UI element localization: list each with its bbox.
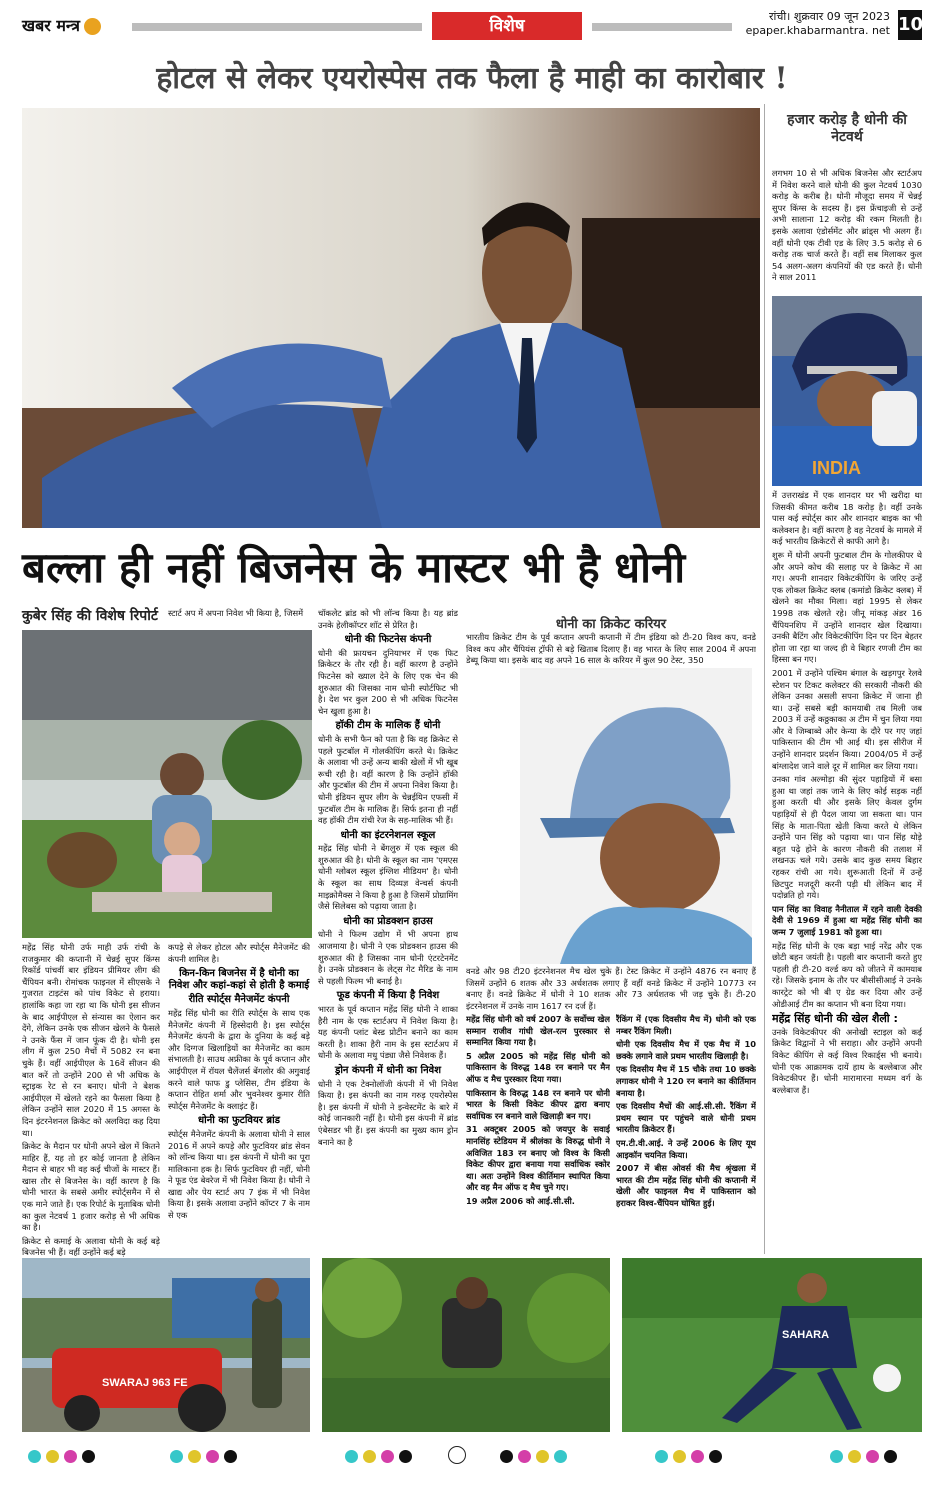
cyan-dot-icon	[170, 1450, 183, 1463]
section-label: विशेष	[432, 12, 582, 40]
magenta-dot-icon	[691, 1450, 704, 1463]
sidebar-divider	[764, 104, 765, 1254]
achievement-item: एम.टी.वी.आई. ने उन्हें 2006 के लिए यूथ आइकॉन चयनित किया।	[616, 1137, 756, 1160]
yellow-dot-icon	[363, 1450, 376, 1463]
achievement-item: 5 अप्रैल 2005 को महेंद्र सिंह धोनी को पाकिस्तान के विरुद्ध 148 रन बनाने पर मैन ऑफ द मैच पुरस्कार दिया गया।	[466, 1050, 610, 1084]
article-paragraph: महेंद्र सिंह धोनी का रीति स्पोर्ट्स के साथ एक मैनेजमेंट कंपनी में हिस्सेदारी है। इस स्पोर्ट्स मैनेजमेंट कंपनी के द्वारा के दुनिया के कई बड़े और दिग्गज खिलाड़ियों का मैनेजमेंट का काम संभालती है। साउथ अफ्रीका के पूर्व कप्तान और आईपीएल में रॉयल चैलेंजर्स बेंगलोर की अगुवाई करने वाले फाफ डु प्लेसिस, टीम इंडिया के कप्तान रोहित शर्मा और भुवनेश्वर कुमार रीति स्पोर्ट्स मैनेजमेंट के क्लाइंट हैं।	[168, 1007, 310, 1111]
subheading: धोनी की फिटनेस कंपनी	[344, 634, 432, 646]
magenta-dot-icon	[518, 1450, 531, 1463]
yellow-dot-icon	[536, 1450, 549, 1463]
magenta-dot-icon	[381, 1450, 394, 1463]
article-paragraph: क्रिकेट से कमाई के अलावा धोनी के कई बड़े बिजनेस भी हैं। वहीं उन्होंने कई बड़े	[22, 1235, 160, 1258]
subheading: फूड कंपनी में किया है निवेश	[336, 990, 440, 1002]
black-dot-icon	[500, 1450, 513, 1463]
tractor-label: SWARAJ 963 FE	[102, 1377, 188, 1389]
achievement-item: 31 अक्टूबर 2005 को जयपुर के सवाई मानसिंह स्टेडियम में श्रीलंका के विरुद्ध धोनी ने अविजित 183 रन बनाए जो विश्व के किसी विकेट कीपर द्वारा बनाया गया सर्वाधिक स्कोर था। अतः उन्होंने विश्व कीर्तिमान स्थापित किया और वह मैन ऑफ द मैच चुने गए।	[466, 1124, 610, 1193]
header-rule-left	[132, 23, 422, 31]
epaper-link[interactable]: epaper.khabarmantra. net	[745, 24, 890, 37]
achievement-item: रैंकिंग में (एक दिवसीय मैच में) धोनी को एक नम्बर रैंकिंग मिली।	[616, 1014, 756, 1036]
yellow-dot-icon	[46, 1450, 59, 1463]
cap-photo	[520, 668, 752, 964]
helmet-photo	[772, 296, 922, 486]
logo-badge-icon	[84, 18, 101, 35]
subheading: ड्रोन कंपनी में धोनी का निवेश	[334, 1064, 442, 1076]
main-title: बल्ला ही नहीं बिजनेस के मास्टर भी है धोनी	[22, 543, 686, 592]
photo-dhoni-family-dog-image	[22, 630, 312, 938]
subheading: रीति स्पोर्ट्स मैनेजमेंट कंपनी	[188, 994, 290, 1006]
sidebar-title: हजार करोड़ है धोनी की नेटवर्थ	[787, 112, 907, 145]
cyan-dot-icon	[655, 1450, 668, 1463]
article-paragraph: महेंद्र सिंह धोनी उर्फ माही उर्फ रांची के राजकुमार की कप्तानी में चेन्नई सुपर किंग्स रिकॉर्ड पांचवीं बार इंडियन प्रीमियर लीग की चैंपियन बनी। रोमांचक फाइनल में सीएसके ने गुजरात टाइटंस को पांच विकेट से हराया। हालांकि कहा जा रहा था कि धोनी इस सीजन के बाद आईपीएल से संन्यास का ऐलान कर देंगे, लेकिन उनके एक सीजन खेलने के फैसले ने उनके फैंस में जान फूंक दी है। धोनी इस लीग में कुल 250 मैचों में 5082 रन बना चुके हैं। वहीं आईपीएल के 16वें सीजन की बात करें तो उन्होंने 200 से भी अधिक के स्ट्राइक रेट से रन बनाए। धोनी ने बेशक आईपीएल में खेलते रहने का फैसला किया है लेकिन उन्होंने साल 2020 में 15 अगस्त के दिन इंटरनेशनल क्रिकेट को अलविदा कह दिया था।	[22, 942, 160, 1138]
article-paragraph: कपड़े से लेकर होटल और स्पोर्ट्स मैनेजमेंट की कंपनी शामिल है।	[168, 942, 310, 964]
article-column-2-top	[168, 608, 310, 622]
hero-photo	[22, 108, 760, 528]
career-heading: धोनी का क्रिकेट करियर	[555, 617, 667, 632]
article-paragraph: चॉकलेट ब्रांड को भी लॉन्च किया है। यह ब्रांड उनके हेलीकॉप्टर शॉट से प्रेरित है।	[318, 608, 458, 630]
photo-dhoni-suit-image	[22, 108, 760, 528]
article-paragraph: महेंद्र सिंह धोनी के एक बड़ा भाई नरेंद्र और एक छोटी बहन जयंती है। पहली बार कप्तानी करते हुए पहली ही टी-20 वर्ल्ड कप को जीतने में कामयाब रहे। जिसके इनाम के तौर पर बीसीसीआई ने उनके कारट्रेट को भी बी ए ग्रेड कर दिया और उन्हें ओडीआई टीम का कप्तान भी बना दिया गया।	[772, 940, 922, 1009]
article-paragraph: उनके विकेटकीपर की अनोखी स्टाइल को कई क्रिकेट विद्वानों ने भी सराहा। और उन्होंने अपनी विकेट कीपिंग से कई विश्व रिकार्ड्स भी बनाये। धोनी एक आक्रामक दायें हाथ के बल्लेबाज और विकेटकीपर हैं। धोनी मारामारना मध्यम वर्ग के बल्लेबाज हैं।	[772, 1026, 922, 1095]
article-paragraph: धोनी के सभी फैन को पता है कि वह क्रिकेट से पहले फुटबॉल में गोलकीपिंग करते थे। क्रिकेट के अलावा भी उन्हें अन्य बाकी खेलों में भी खूब रूची रही है। वहीं कारण है कि उन्होंने हॉकी और फुटबॉल की टीम में अपना निवेश किया है। धोनी इंडियन सुपर लीग के चेन्नईयिन एफसी में फुटबॉल टीम के मालिक हैं। सिर्फ इतना ही नहीं वह हॉकी टीम रांची रेज के सह-मालिक भी हैं।	[318, 733, 458, 826]
article-paragraph: क्रिकेट के मैदान पर धोनी अपने खेल में कितने माहिर हैं, यह तो हर कोई जानता है लेकिन मैदान से बाहर भी वह कई चीजों के मास्टर हैं। खास तौर से बिजनेस के। वहीं कारण है कि धोनी भारत के सबसे अमीर स्पोर्ट्समैन में से एक माने जाते हैं। एक रिपोर्ट के मुताबिक धोनी का कुल नेटवर्थ 1 हजार करोड़ से भी अधिक का है।	[22, 1141, 160, 1233]
page-header	[22, 10, 922, 44]
byline: कुबेर सिंह की विशेष रिपोर्ट	[22, 608, 158, 624]
header-rule-right	[592, 23, 732, 31]
helmet-label: INDIA	[812, 458, 861, 478]
article-paragraph: भारत के पूर्व कप्तान महेंद्र सिंह धोनी ने शाका हैरी नाम के एक स्टार्टअप में निवेश किया है। यह कंपनी प्लांट बेस्ड प्रोटीन बनाने का काम करती है। शाका हैरी नाम के इस स्टार्टअप में धोनी के अलावा मधु पंड्या जैसे निवेशक हैं।	[318, 1004, 458, 1061]
article-paragraph: धोनी की फ्रायचन दुनियाभर में एक फिट क्रिकेटर के तौर रही है। वहीं कारण है उन्होंने फिटनेस को ख्याल देने के लिए एक चेन की शुरुआत की जिसका नाम धोनी स्पोर्टफिट भी है। देश भर कुल 200 से भी अधिक फिटनेस चेन खुला हुआ है।	[318, 647, 458, 716]
yellow-dot-icon	[848, 1450, 861, 1463]
article-paragraph: वनडे और 98 टी20 इंटरनेशनल मैच खेल चुके हैं। टेस्ट क्रिकेट में उन्होंने 4876 रन बनाए हैं जिसमें उन्होंने 6 शतक और 33 अर्धशतक लगाए हैं वहीं वनडे क्रिकेट में उन्होंने 10773 रन बनाए हैं। वनडे क्रिकेट में धोनी ने 10 शतक और 73 अर्धशतक भी जड़ चुके हैं। टी-20 इंटरनेशनल में उनके नाम 1617 रन दर्ज हैं।	[466, 966, 756, 1011]
yellow-dot-icon	[188, 1450, 201, 1463]
article-column-2	[168, 942, 310, 1260]
photo-dhoni-farming-image	[322, 1258, 610, 1432]
article-paragraph: स्टार्ट अप में अपना निवेश भी किया है, जिसमें	[168, 608, 304, 618]
achievement-item: एक दिवसीय मैचों की आई.सी.सी. रैंकिंग में प्रथम स्थान पर पहुंचने वाले धोनी प्रथम भारतीय क्रिकेटर हैं।	[616, 1101, 756, 1135]
career-intro	[466, 632, 756, 668]
registration-dots-3	[345, 1448, 417, 1464]
subheading: किन-किन बिजनेस में है धोनी का निवेश और कहां-कहां से होती है कमाई	[168, 968, 310, 991]
photo-dhoni-tractor-image	[22, 1258, 310, 1432]
subheading: धोनी का फुटवियर ब्रांड	[197, 1115, 281, 1127]
article-column-1	[22, 942, 160, 1260]
registration-dots-4	[500, 1448, 572, 1464]
cyan-dot-icon	[554, 1450, 567, 1463]
football-photo	[622, 1258, 922, 1432]
issue-date: रांची। शुक्रवार 09 जून 2023	[769, 10, 890, 23]
farming-photo	[322, 1258, 610, 1432]
article-paragraph: शुरू में धोनी अपनी फुटबाल टीम के गोलकीपर थे और अपने कोच की सलाह पर वे क्रिकेट में आ गए। अपनी शानदार विकेटकीपिंग के जरिए उन्हें एक लोकल क्रिकेट क्लब (कमांडो क्रिकेट क्लब) में खेलने का मौका मिला। वहां 1995 से लेकर 1998 तक खेलते रहे। जीनू मांकड़ अंडर 16 चैंपियनशिप में उन्होंने शानदार खेल दिखाया। उनकी बैटिंग और विकेटकीपिंग दिन पर दिन बेहतर होता जा रहा था जल्द ही वे बिहार रणजी टीम का हिस्सा बन गए।	[772, 549, 922, 665]
page-number: 10	[898, 10, 922, 40]
cyan-dot-icon	[28, 1450, 41, 1463]
achievement-item: महेंद्र सिंह धोनी को वर्ष 2007 के सर्वोच्च खेल सम्मान राजीव गांधी खेल-रत्न पुरस्कार से सम्मानित किया गया है।	[466, 1014, 610, 1048]
photo-dhoni-cap-closeup-image	[520, 668, 752, 964]
article-paragraph: स्पोर्ट्स मैनेजमेंट कंपनी के अलावा धोनी ने साल 2016 में अपने कपड़े और फुटवियर ब्रांड सेवन को लॉन्च किया था। इस कंपनी में धोनी का पूरा मालिकाना हक है। सिर्फ फुटवियर ही नहीं, धोनी ने फूड एंड बेवरेज में भी निवेश किया है। धोनी ने खाद्य और पेय स्टार्ट अप 7 इंक में भी निवेश किया है। इसके अलावा उन्होंने कॉप्टर 7 के नाम से एक	[168, 1128, 310, 1221]
registration-crosshair-icon	[448, 1446, 466, 1464]
career-achievements-right	[616, 1014, 756, 1260]
article-paragraph: महेंद्र सिंह धोनी ने बेंगलुरु में एक स्कूल की शुरुआत की है। धोनी के स्कूल का नाम 'एमएस धोनी ग्लोबल स्कूल इंग्लिश मीडियम' है। धोनी के स्कूल का साथ दिव्यज्ञ वेन्चर्स कंपनी माइक्रोमैक्स ने किया है हुआ है जिसमें प्रोग्रामिंग जैसे सिलेबस को पढ़ाया जाता है।	[318, 843, 458, 912]
black-dot-icon	[399, 1450, 412, 1463]
black-dot-icon	[884, 1450, 897, 1463]
article-column-3	[318, 608, 458, 1260]
article-paragraph: धोनी ने एक टेक्नोलॉजी कंपनी में भी निवेश किया है। इस कंपनी का नाम गरुड़ एयरोस्पेस है। इस कंपनी में धोनी ने इन्वेस्टमेंट के बारे में कोई जानकारी नहीं है। धोनी इस कंपनी में ब्रांड एंबेसडर भी हैं। इस कंपनी का मुख्य काम ड्रोन बनाने का है	[318, 1078, 458, 1147]
registration-dots-2	[170, 1448, 242, 1464]
dateline	[746, 10, 890, 38]
achievement-item: एक दिवसीय मैच में 15 चौके तथा 10 छक्के लगाकर धोनी ने 120 रन बनाने का कीर्तिमान बनाया है।	[616, 1064, 756, 1098]
article-paragraph: 2001 में उन्होंने पश्चिम बंगाल के खड़गपुर रेलवे स्टेशन पर टिकट कलेक्टर की सरकारी नौकरी की लेकिन उनका असली सपना क्रिकेट में जाना ही था। उन्हें सबसे बड़ी कामयाबी तब मिली जब 2003 में उन्हें कठ्ठकाका अ टीम में चुन लिया गया और वे जिम्बाब्वे और केन्या के दौरे पर गए जहां पाकिस्तान की टीम भी आई थी। इस सीरीज में उन्होंने शानदार प्रदर्शन किया। 2004/05 में उन्हें बांग्लादेश जाने वाले दूर में शामिल कर लिया गया।	[772, 667, 922, 771]
family-photo	[22, 630, 312, 938]
jersey-label: SAHARA	[782, 1329, 830, 1341]
achievement-item: पाकिस्तान के विरुद्ध 148 रन बनाने पर धोनी भारत के किसी विकेट कीपर द्वारा बनाए सर्वाधिक रन बनाने वाले खिलाड़ी बन गए।	[466, 1087, 610, 1121]
cyan-dot-icon	[830, 1450, 843, 1463]
tractor-photo	[22, 1258, 310, 1432]
article-paragraph-bold: पान सिंह का विवाह नैनीताल में रहने वाली देवकी देवी से 1969 में हुआ था महेंद्र सिंह धोनी का जन्म 7 जुलाई 1981 को हुआ था।	[772, 903, 922, 937]
magenta-dot-icon	[866, 1450, 879, 1463]
career-achievements-left	[466, 1014, 610, 1260]
subheading: हॉकी टीम के मालिक हैं धोनी	[335, 720, 441, 732]
photo-dhoni-sahara-football-image	[622, 1258, 922, 1432]
photo-dhoni-helmet-india-image	[772, 296, 922, 486]
magenta-dot-icon	[206, 1450, 219, 1463]
article-paragraph: धोनी ने फिल्म उद्योग में भी अपना हाथ आजमाया है। धोनी ने एक प्रोडक्शन हाउस की शुरुआत की है जिसका नाम धोनी एंटरटेनमेंट है। उनके प्रोडक्शन के लेट्स गेट मैरिड के नाम से पहली फिल्म भी बनाई है।	[318, 929, 458, 986]
black-dot-icon	[224, 1450, 237, 1463]
cyan-dot-icon	[345, 1450, 358, 1463]
black-dot-icon	[709, 1450, 722, 1463]
article-paragraph: उनका गांव अल्मोड़ा की सुंदर पहाड़ियों में बसा हुआ था जहां तक जाने के लिए कोई सड़क नहीं हुआ करती थी और इसके लिए केवल दुर्गम पहाड़ियों से ही पैदल जाया जा सकता था। पान सिंह के माता-पिता खेती किया करते थे लेकिन उन्होंने पान सिंह को पढ़ाया था। पान सिंह थोड़े बहुत पढ़े होने के कारण नौकरी की तलाश में लखनऊ चले गये। उसके बाद कुछ समय बिहार रहकर रांची आ गये। शुरूआती दिनों में उन्हें छिटपुट मजदूरी करनी पड़ी थी लेकिन बाद में पदोन्नति हो गये।	[772, 774, 922, 901]
black-dot-icon	[82, 1450, 95, 1463]
career-stats	[466, 966, 756, 1012]
sidebar-text-1	[772, 168, 922, 292]
article-paragraph: भारतीय क्रिकेट टीम के पूर्व कप्तान अपनी कप्तानी में टीम इंडिया को टी-20 विश्व कप, वनडे विश्व कप और चैंपियंस ट्रॉफी से बड़े खिताब दिलाए हैं। वह भारत के लिए साल 2004 में अपना डेब्यू किया था। इसके बाद वह अपने 16 साल के करियर में कुल 90 टेस्ट, 350	[466, 632, 756, 666]
registration-dots-5	[655, 1448, 727, 1464]
registration-dots-1	[28, 1448, 100, 1464]
subheading: धोनी का प्रोडक्शन हाउस	[343, 915, 433, 927]
subheading: धोनी का इंटरनेशनल स्कूल	[340, 829, 436, 841]
magenta-dot-icon	[64, 1450, 77, 1463]
achievement-item: 19 अप्रैल 2006 को आई.सी.सी.	[466, 1195, 575, 1206]
article-paragraph: लगभग 10 से भी अधिक बिजनेस और स्टार्टअप में निवेश करने वाले धोनी की कुल नेटवर्थ 1030 करोड़ के करीब है। धोनी मौजूदा समय में चेन्नई सुपर किंग्स के सदस्य हैं। इस फ्रेंचाइजी से उन्हें अभी सालाना 12 करोड़ की रकम मिलती है। इसके अलावा एंडोर्समेंट और ब्रांड्स भी अलग हैं। वहीं धोनी एक टीवी एड के लिए 3.5 करोड़ से 6 करोड़ तक चार्ज करते हैं। वहीं सब मिलाकर कुल 54 अलग-अलग कंपनियों की एड करते हैं। धोनी ने साल 2011	[772, 168, 922, 283]
subheading: महेंद्र सिंह धोनी की खेल शैली :	[772, 1012, 898, 1026]
achievement-item: 2007 में बीस ओवर्स की मैच श्रृंखला में भारत की टीम महेंद्र सिंह धोनी की कप्तानी में खेली और फाइनल मैच में पाकिस्तान को हराकर विश्व-चैंपियन घोषित हुई।	[616, 1163, 756, 1208]
newspaper-logo: खबर मन्त्र	[22, 14, 101, 36]
registration-dots-6	[830, 1448, 902, 1464]
achievement-item: धोनी एक दिवसीय मैच में एक मैच में 10 छक्के लगाने वाले प्रथम भारतीय खिलाड़ी है।	[616, 1039, 756, 1061]
yellow-dot-icon	[673, 1450, 686, 1463]
article-paragraph: में उत्तराखंड में एक शानदार घर भी खरीदा था जिसकी कीमत करीब 18 करोड़ है। वहीं उनके पास कई स्पोर्ट्स कार और शानदार बाइक का भी कलेक्शन है। वहीं कारण है वह नेटवर्थ के मामले में कई भारतीय क्रिकेटरों से काफी आगे है।	[772, 490, 922, 547]
page-headline: होटल से लेकर एयरोस्पेस तक फैला है माही का कारोबार !	[156, 61, 788, 96]
sidebar-text-2	[772, 490, 922, 1260]
